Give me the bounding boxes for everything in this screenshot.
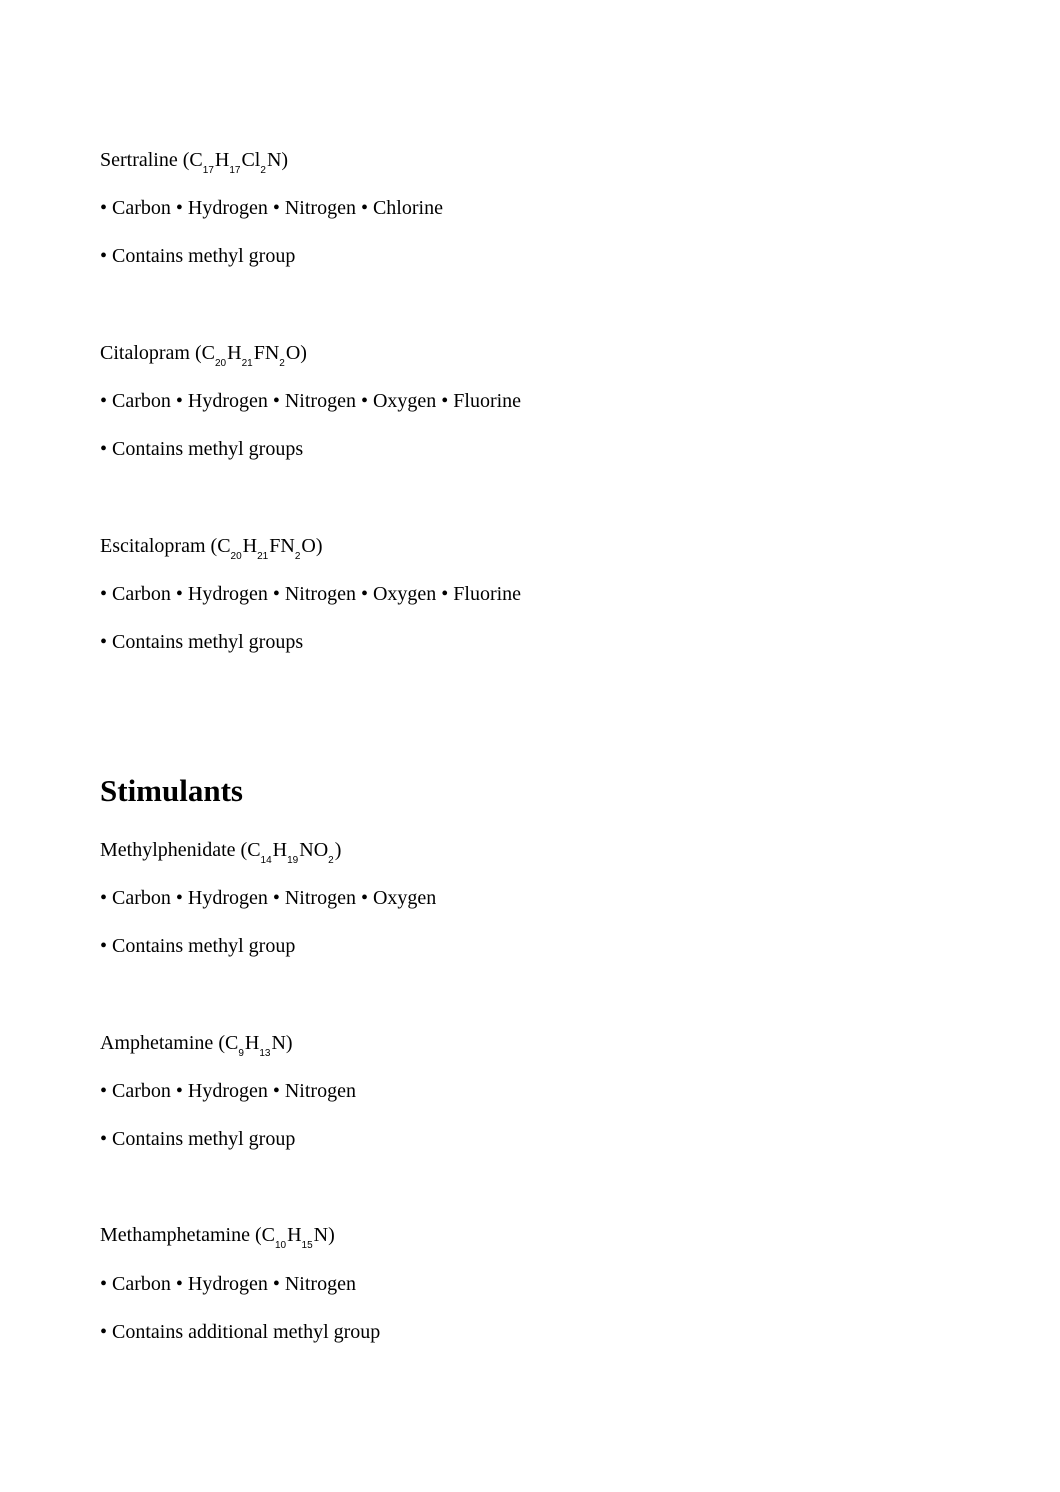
section-heading-stimulants: Stimulants: [100, 773, 243, 808]
formula-subscript: 20: [215, 358, 227, 369]
formula-subscript: 21: [241, 358, 253, 369]
drug-title-escitalopram: [100, 534, 323, 562]
drug-title-citalopram: [100, 341, 307, 369]
formula-subscript: 15: [301, 1240, 313, 1251]
formula-symbol: FN: [253, 342, 280, 364]
chemical-formula: $(C_{20}H_{21}FN_2O)$: [194, 342, 307, 369]
element-list: • Carbon • Hydrogen • Nitrogen • Chlorine: [100, 197, 443, 219]
drug-name: Sertraline: [100, 149, 178, 171]
chemical-formula: $(C_{14}H_{19}NO_2)$: [240, 839, 342, 866]
element-list: • Carbon • Hydrogen • Nitrogen: [100, 1273, 356, 1295]
drug-name: Methylphenidate: [100, 839, 236, 861]
formula-symbol: H: [244, 1032, 260, 1054]
formula-subscript: 17: [202, 165, 214, 176]
chemical-formula: $(C_{10}H_{15}N)$: [254, 1224, 335, 1251]
formula-symbol: O: [285, 342, 301, 364]
drug-name: Methamphetamine: [100, 1224, 250, 1246]
formula-symbol: N: [266, 149, 282, 171]
element-list: • Carbon • Hydrogen • Nitrogen • Oxygen • Fluorine: [100, 583, 522, 605]
formula-symbol: N: [271, 1032, 286, 1054]
methyl-note: • Contains methyl groups: [100, 438, 304, 460]
formula-symbol: C: [261, 1224, 275, 1246]
element-list: • Carbon • Hydrogen • Nitrogen: [100, 1080, 356, 1102]
formula-symbol: C: [189, 149, 203, 171]
drug-title-methamphetamine: [100, 1223, 335, 1251]
formula-symbol: H: [214, 149, 230, 171]
formula-symbol: H: [242, 535, 258, 557]
formula-subscript: 9: [238, 1048, 244, 1059]
formula-symbol: H: [272, 839, 288, 861]
formula-symbol: H: [227, 342, 242, 364]
formula-subscript: 2: [279, 358, 285, 369]
formula-subscript: 21: [257, 551, 269, 562]
methyl-note: • Contains methyl groups: [100, 631, 304, 653]
methyl-note: • Contains methyl group: [100, 1128, 296, 1150]
formula-symbol: O: [301, 535, 316, 557]
methyl-note: • Contains additional methyl group: [100, 1321, 381, 1343]
formula-subscript: 13: [259, 1048, 271, 1059]
methyl-note: • Contains methyl group: [100, 935, 296, 957]
element-list: • Carbon • Hydrogen • Nitrogen • Oxygen • Fluorine: [100, 390, 522, 412]
drug-title-amphetamine: [100, 1031, 293, 1059]
element-list: • Carbon • Hydrogen • Nitrogen • Oxygen: [100, 887, 437, 909]
formula-subscript: 2: [328, 855, 334, 866]
formula-subscript: 14: [260, 855, 272, 866]
drug-title-sertraline: [100, 148, 288, 176]
formula-subscript: 2: [260, 165, 266, 176]
formula-symbol: N: [313, 1224, 329, 1246]
formula-symbol: C: [224, 1032, 239, 1054]
drug-name: Escitalopram: [100, 535, 206, 557]
methyl-note: • Contains methyl group: [100, 245, 296, 267]
drug-name: Citalopram: [100, 342, 190, 364]
formula-subscript: 20: [230, 551, 242, 562]
formula-symbol: C: [217, 535, 231, 557]
formula-subscript: 2: [294, 551, 301, 562]
drug-name: Amphetamine: [100, 1032, 214, 1054]
formula-symbol: FN: [269, 535, 295, 557]
chemical-formula: $(C_{17}H_{17}Cl_2N)$: [182, 149, 289, 176]
drug-title-methylphenidate: [100, 838, 341, 866]
formula-subscript: 10: [274, 1240, 287, 1251]
chemical-formula: $(C_{20}H_{21}FN_2O)$: [210, 535, 323, 562]
formula-symbol: NO: [299, 839, 329, 861]
chemical-formula: $(C_9H_{13}N)$: [218, 1032, 293, 1059]
formula-subscript: 17: [229, 165, 241, 176]
formula-symbol: H: [287, 1224, 302, 1246]
formula-subscript: 19: [287, 855, 299, 866]
formula-symbol: C: [247, 839, 261, 861]
formula-symbol: Cl: [241, 149, 261, 171]
formula-symbol: C: [201, 342, 215, 364]
